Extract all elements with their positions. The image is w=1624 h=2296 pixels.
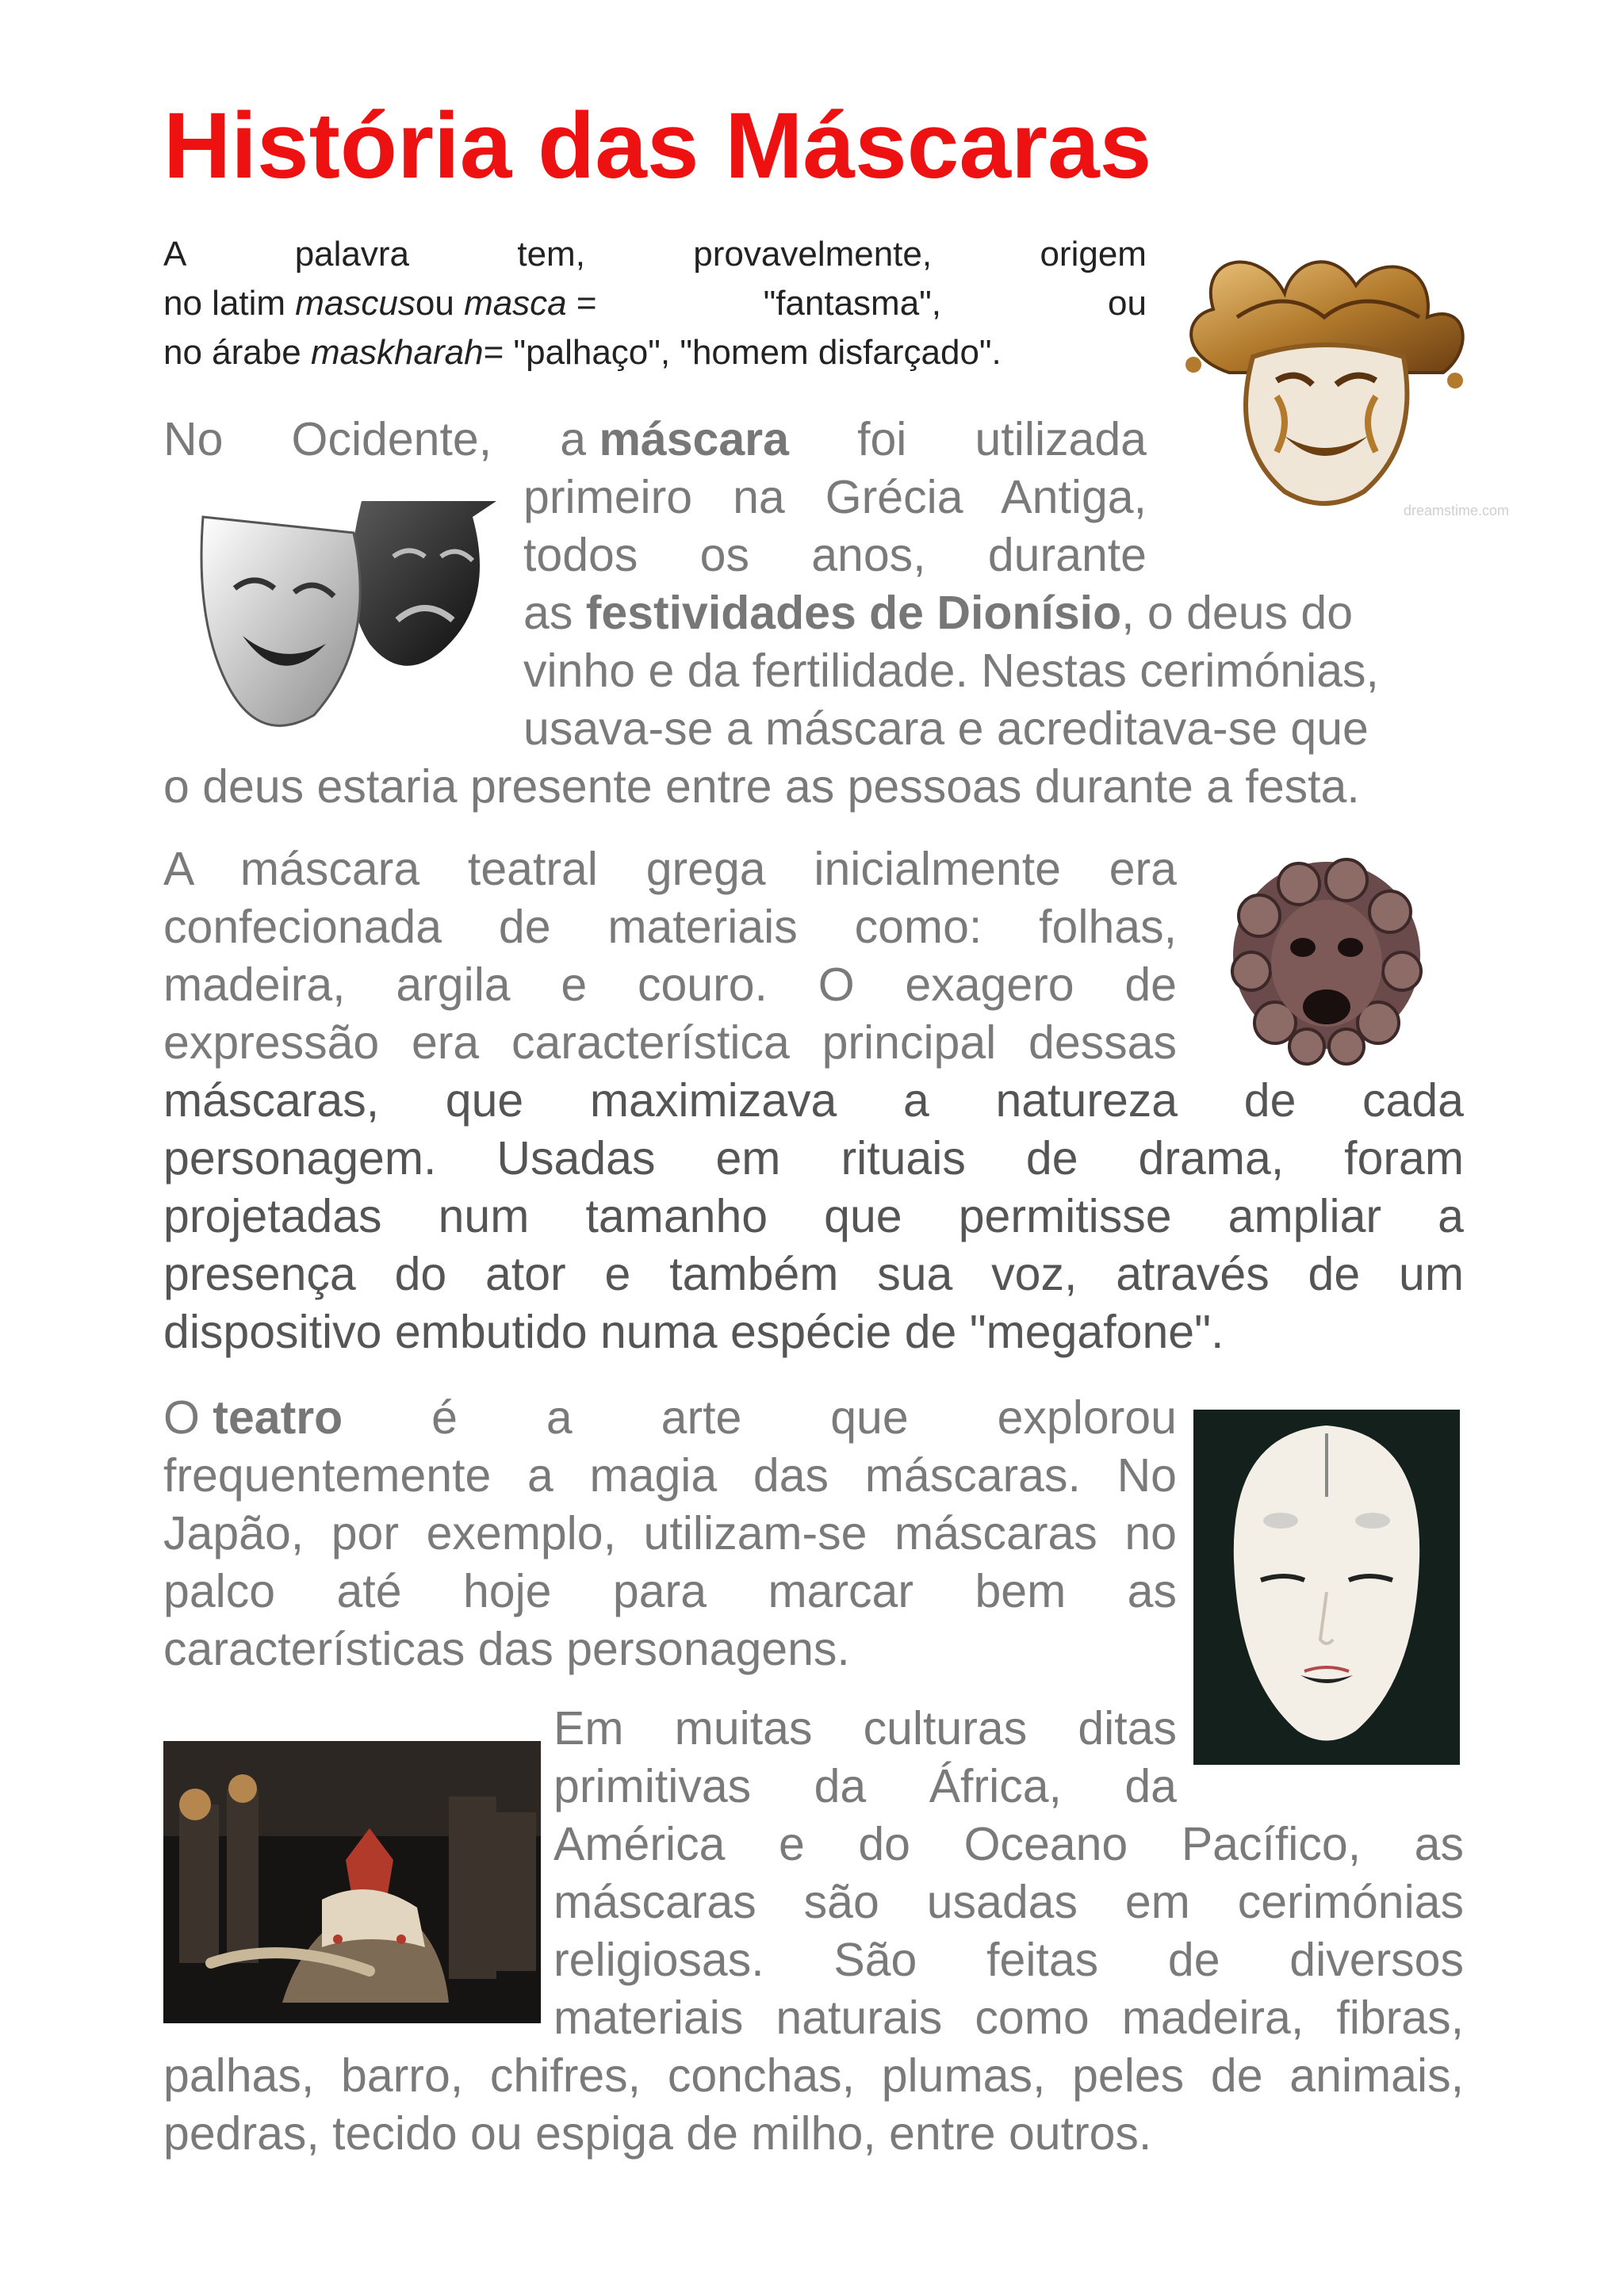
etymology-paragraph — [163, 230, 1147, 377]
etymology-line-1: A palavra tem, provavelmente, origem — [163, 235, 1147, 274]
paragraph-greece-continued: as festividades de Dionísio, o deus do vinho e da fertilidade. Nestas cerimónias, usava-se a máscara e acreditava-se que — [523, 587, 1379, 755]
paragraph-cultures-intro: Em muitas culturas ditas primitivas da África, da — [553, 1702, 1177, 1812]
etymology-line-2: no latim mascusou masca = "fantasma", ou — [163, 284, 1147, 323]
paragraph-cultures-wide: América e do Oceano Pacífico, as máscaras são usadas em cerimónias religiosas. São feitas de diversos materiais naturais como madeira, fibras, — [553, 1818, 1464, 2044]
paragraph-greece-indented: primeiro na Grécia Antiga, todos os anos, durante — [523, 471, 1147, 581]
etymology-line-3: no árabe maskharah = "palhaço", "homem disfarçado". — [163, 333, 1002, 372]
paragraph-cultures-last: palhas, barro, chifres, conchas, plumas, peles de animais, pedras, tecido ou espiga de milho, entre outros. — [163, 2049, 1464, 2160]
paragraph-theatre: O teatro é a arte que explorou frequentemente a magia das máscaras. No Japão, por exemplo, utilizam-se máscaras no palco até hoje para marcar bem as características das personagens. — [163, 1391, 1177, 1675]
paragraph-greece-line-1: No Ocidente, a máscara foi utilizada — [163, 413, 1147, 465]
comedy-tragedy-masks-image — [195, 485, 512, 747]
paragraph-greece-last: o deus estaria presente entre as pessoas durante a festa. — [163, 760, 1360, 813]
paragraph-greek-mask-body: máscaras, que maximizava a natureza de cada personagem. Usadas em rituais de drama, foram projetadas num tamanho que permitisse ampliar a presença do ator e também sua voz, através de um dispositivo embutido numa espécie de "megafone". — [163, 1074, 1464, 1358]
greek-theatre-mask-image — [1228, 852, 1426, 1066]
paragraph-greek-mask-intro: A máscara teatral grega inicialmente era confecionada de materiais como: folhas, madeira, argila e couro. O exagero de expressão era característica principal dessas — [163, 843, 1177, 1069]
page-title: História das Máscaras — [163, 94, 1152, 198]
watermark-text: dreamstime.com — [1404, 503, 1510, 519]
jester-mask-image — [1166, 238, 1510, 523]
noh-mask-image — [1193, 1410, 1460, 1765]
ritual-mask-photo — [163, 1741, 541, 2023]
